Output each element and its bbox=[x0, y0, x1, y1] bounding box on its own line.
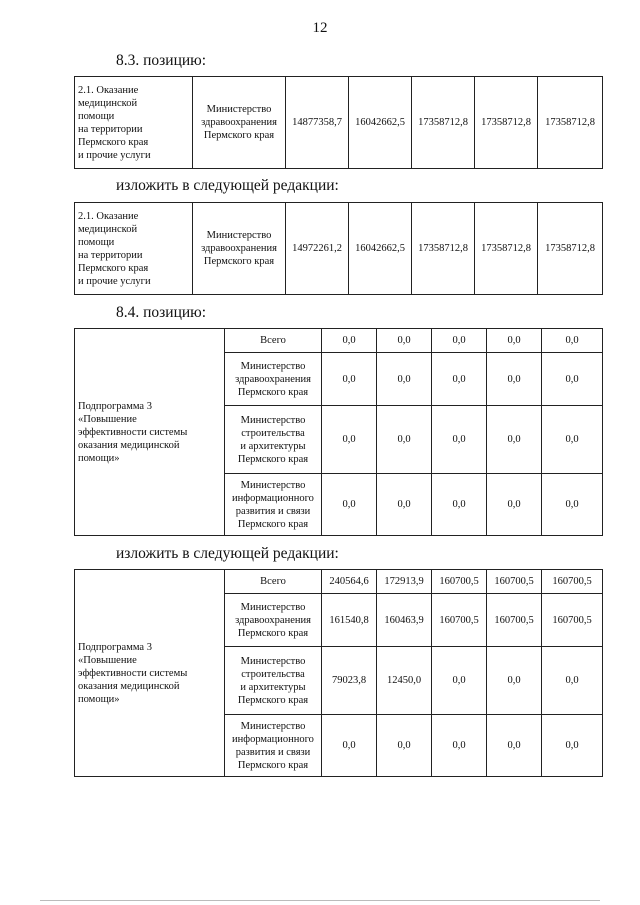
value-cell: 240564,6 bbox=[322, 570, 377, 594]
table-row bbox=[75, 77, 603, 169]
table-8-4-original bbox=[74, 328, 603, 536]
value-cell: 160700,5 bbox=[432, 570, 487, 594]
row-name: Всего bbox=[225, 329, 322, 353]
row-name: Министерство здравоохранения Пермского края bbox=[225, 594, 322, 647]
value-cell: 0,0 bbox=[487, 329, 542, 353]
value-cell: 0,0 bbox=[542, 353, 603, 406]
value-cell: 17358712,8 bbox=[475, 203, 538, 295]
table-row bbox=[75, 570, 603, 594]
value-cell: 160700,5 bbox=[542, 570, 603, 594]
value-cell: 0,0 bbox=[322, 353, 377, 406]
section-heading-8-4: 8.4. позицию: bbox=[116, 304, 207, 321]
value-cell: 0,0 bbox=[542, 647, 603, 715]
value-cell: 0,0 bbox=[377, 715, 432, 777]
value-cell: 0,0 bbox=[322, 715, 377, 777]
value-cell: 16042662,5 bbox=[349, 77, 412, 169]
value-cell: 0,0 bbox=[432, 647, 487, 715]
value-cell: 0,0 bbox=[487, 474, 542, 536]
value-cell: 0,0 bbox=[487, 647, 542, 715]
value-cell: 160463,9 bbox=[377, 594, 432, 647]
table-8-3-new bbox=[74, 202, 603, 295]
value-cell: 0,0 bbox=[377, 406, 432, 474]
value-cell: 17358712,8 bbox=[412, 203, 475, 295]
value-cell: 0,0 bbox=[377, 474, 432, 536]
page-bottom-divider bbox=[40, 900, 600, 901]
value-cell: 0,0 bbox=[432, 353, 487, 406]
value-cell: 0,0 bbox=[542, 406, 603, 474]
table-row bbox=[75, 329, 603, 353]
value-cell: 0,0 bbox=[432, 474, 487, 536]
row-name: Министерство здравоохранения Пермского края bbox=[225, 353, 322, 406]
value-cell: 172913,9 bbox=[377, 570, 432, 594]
table-8-3-original bbox=[74, 76, 603, 169]
value-cell: 17358712,8 bbox=[475, 77, 538, 169]
value-cell: 79023,8 bbox=[322, 647, 377, 715]
program-label: Подпрограмма 3 «Повышение эффективности системы оказания медицинской помощи» bbox=[75, 570, 225, 777]
value-cell: 17358712,8 bbox=[412, 77, 475, 169]
value-cell: 0,0 bbox=[432, 329, 487, 353]
row-name: Всего bbox=[225, 570, 322, 594]
value-cell: 0,0 bbox=[322, 329, 377, 353]
row-label: 2.1. Оказание медицинской помощи на территории Пермского края и прочие услуги bbox=[75, 203, 193, 295]
page-number: 12 bbox=[312, 20, 328, 36]
value-cell: 0,0 bbox=[487, 353, 542, 406]
value-cell: 0,0 bbox=[542, 474, 603, 536]
section-heading-replacement-1: изложить в следующей редакции: bbox=[116, 177, 339, 194]
row-name: Министерство информационного развития и связи Пермского края bbox=[225, 715, 322, 777]
section-heading-replacement-2: изложить в следующей редакции: bbox=[116, 545, 339, 562]
program-label: Подпрограмма 3 «Повышение эффективности системы оказания медицинской помощи» bbox=[75, 329, 225, 536]
row-name: Министерство строительства и архитектуры Пермского края bbox=[225, 406, 322, 474]
value-cell: 160700,5 bbox=[542, 594, 603, 647]
table-row bbox=[75, 203, 603, 295]
value-cell: 14877358,7 bbox=[286, 77, 349, 169]
value-cell: 12450,0 bbox=[377, 647, 432, 715]
section-heading-8-3: 8.3. позицию: bbox=[116, 52, 207, 69]
value-cell: 0,0 bbox=[487, 406, 542, 474]
value-cell: 14972261,2 bbox=[286, 203, 349, 295]
value-cell: 16042662,5 bbox=[349, 203, 412, 295]
value-cell: 160700,5 bbox=[487, 570, 542, 594]
table-8-4-new bbox=[74, 569, 603, 777]
value-cell: 0,0 bbox=[487, 715, 542, 777]
value-cell: 0,0 bbox=[542, 715, 603, 777]
value-cell: 0,0 bbox=[322, 406, 377, 474]
value-cell: 0,0 bbox=[542, 329, 603, 353]
row-label: 2.1. Оказание медицинской помощи на территории Пермского края и прочие услуги bbox=[75, 77, 193, 169]
value-cell: 0,0 bbox=[322, 474, 377, 536]
value-cell: 0,0 bbox=[377, 353, 432, 406]
ministry-cell: Министерство здравоохранения Пермского края bbox=[193, 77, 286, 169]
ministry-cell: Министерство здравоохранения Пермского края bbox=[193, 203, 286, 295]
row-name: Министерство информационного развития и связи Пермского края bbox=[225, 474, 322, 536]
value-cell: 161540,8 bbox=[322, 594, 377, 647]
value-cell: 160700,5 bbox=[487, 594, 542, 647]
value-cell: 160700,5 bbox=[432, 594, 487, 647]
value-cell: 0,0 bbox=[432, 715, 487, 777]
row-name: Министерство строительства и архитектуры Пермского края bbox=[225, 647, 322, 715]
value-cell: 0,0 bbox=[377, 329, 432, 353]
value-cell: 17358712,8 bbox=[538, 203, 603, 295]
value-cell: 0,0 bbox=[432, 406, 487, 474]
value-cell: 17358712,8 bbox=[538, 77, 603, 169]
